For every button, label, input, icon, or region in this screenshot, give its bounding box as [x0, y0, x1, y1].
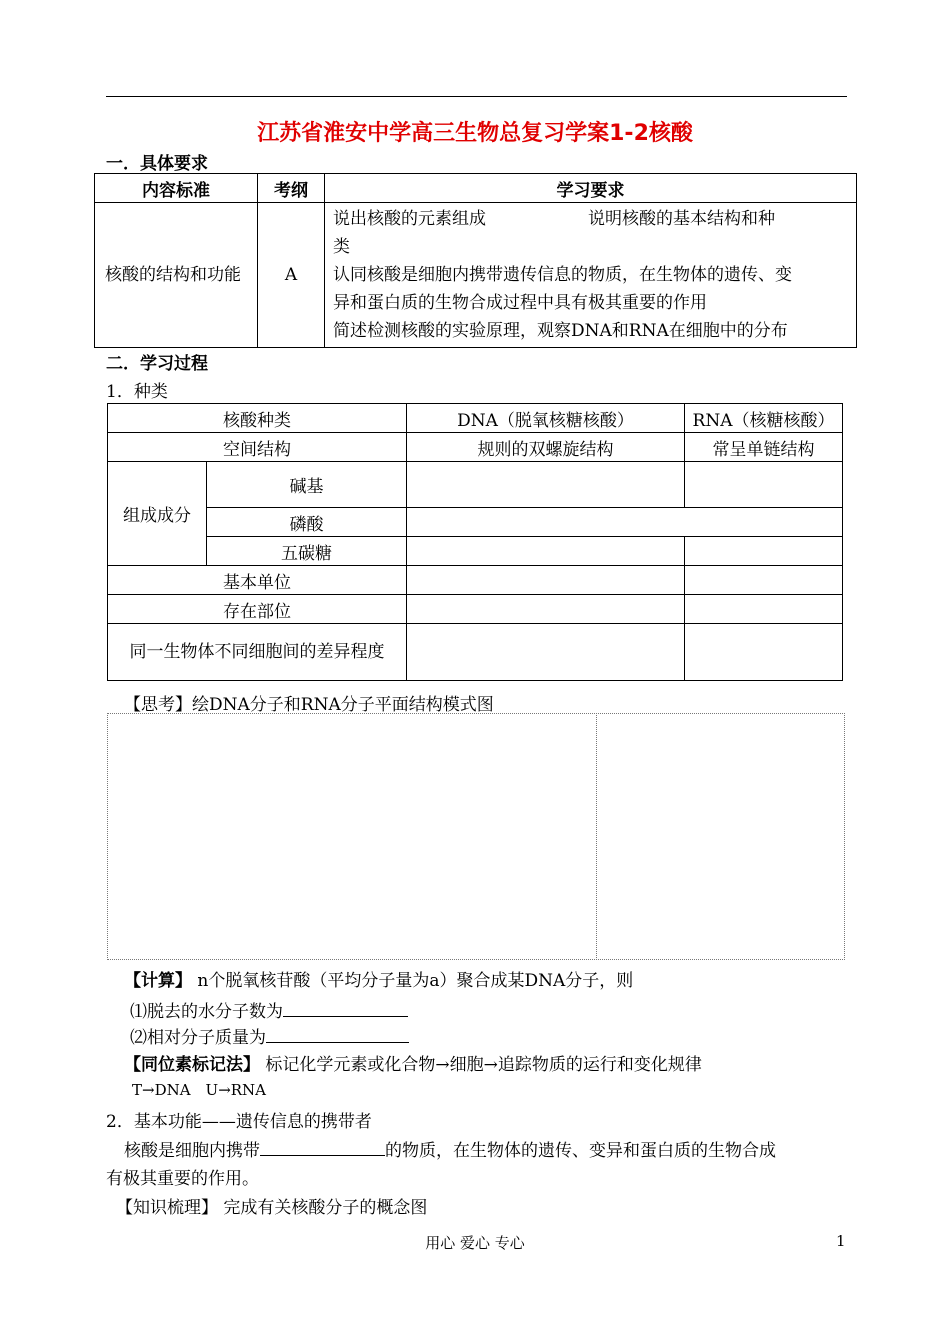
cell-rna-base[interactable] — [685, 462, 843, 508]
calc-q2: ⑵相对分子质量为 — [130, 1028, 266, 1048]
subheading-types: 1．种类 — [106, 382, 168, 402]
level-cell: A — [258, 203, 325, 348]
cell-composition-label: 组成成分 — [108, 462, 207, 566]
cell-sugar-label: 五碳糖 — [207, 537, 407, 566]
calc-q2-line — [130, 1023, 409, 1048]
page-title: 江苏省淮安中学高三生物总复习学案1-2核酸 — [257, 121, 693, 146]
header-rule — [106, 96, 847, 97]
cell-unit-label: 基本单位 — [108, 566, 407, 595]
cell-structure-label: 空间结构 — [108, 433, 407, 462]
isotope-examples: T→DNA U→RNA — [132, 1081, 267, 1099]
section-heading-1: 一．具体要求 — [106, 154, 208, 174]
calc-text: n个脱氧核苷酸（平均分子量为a）聚合成某DNA分子，则 — [192, 971, 634, 991]
isotope-line — [124, 1050, 702, 1075]
function-paragraph — [124, 1136, 776, 1161]
cell-rna-unit[interactable] — [685, 566, 843, 595]
calc-line — [124, 966, 633, 991]
req-line: 异和蛋白质的生物合成过程中具有极其重要的作用 — [333, 293, 707, 313]
cell-base-label: 碱基 — [207, 462, 407, 508]
knowledge-prompt: 【知识梳理】 完成有关核酸分子的概念图 — [116, 1198, 428, 1218]
blank-water-count[interactable] — [283, 1000, 408, 1017]
page-number: 1 — [836, 1232, 846, 1250]
cell-rna-sugar[interactable] — [685, 537, 843, 566]
cell-dna-sugar[interactable] — [407, 537, 685, 566]
section-heading-2: 二．学习过程 — [106, 354, 208, 374]
cell-rna-header: RNA（核糖核酸） — [685, 404, 843, 433]
req-line: 简述检测核酸的实验原理，观察DNA和RNA在细胞中的分布 — [333, 321, 788, 341]
req-line: 认同核酸是细胞内携带遗传信息的物质，在生物体的遗传、变 — [333, 265, 792, 285]
subheading-function: 2．基本功能——遗传信息的携带者 — [106, 1112, 372, 1132]
cell-type-header: 核酸种类 — [108, 404, 407, 433]
col-header-requirements: 学习要求 — [325, 174, 857, 203]
topic-cell: 核酸的结构和功能 — [95, 203, 258, 348]
drawing-divider — [596, 713, 597, 958]
cell-rna-structure: 常呈单链结构 — [685, 433, 843, 462]
cell-dna-header: DNA（脱氧核糖核酸） — [407, 404, 685, 433]
col-header-standard: 内容标准 — [95, 174, 258, 203]
cell-rna-difference[interactable] — [685, 624, 843, 681]
col-header-level: 考纲 — [258, 174, 325, 203]
calc-label: 【计算】 — [124, 971, 192, 991]
cell-dna-base[interactable] — [407, 462, 685, 508]
think-prompt: 【思考】绘DNA分子和RNA分子平面结构模式图 — [124, 695, 494, 715]
cell-phosphate-label: 磷酸 — [207, 508, 407, 537]
function-paragraph-end: 有极其重要的作用。 — [106, 1169, 259, 1189]
function-text-a: 核酸是细胞内携带 — [124, 1141, 260, 1161]
cell-dna-location[interactable] — [407, 595, 685, 624]
cell-phosphate[interactable] — [407, 508, 843, 537]
drawing-area[interactable] — [107, 713, 845, 960]
function-text-b: 的物质，在生物体的遗传、变异和蛋白质的生物合成 — [385, 1141, 776, 1161]
isotope-text: 标记化学元素或化合物→细胞→追踪物质的运行和变化规律 — [260, 1055, 702, 1075]
cell-dna-unit[interactable] — [407, 566, 685, 595]
calc-q1: ⑴脱去的水分子数为 — [130, 1002, 283, 1022]
isotope-label: 【同位素标记法】 — [124, 1055, 260, 1075]
blank-carrier[interactable] — [260, 1139, 385, 1156]
cell-rna-location[interactable] — [685, 595, 843, 624]
nucleic-acid-table — [107, 403, 843, 681]
blank-molecular-mass[interactable] — [266, 1026, 409, 1043]
cell-dna-structure: 规则的双螺旋结构 — [407, 433, 685, 462]
cell-location-label: 存在部位 — [108, 595, 407, 624]
requirements-table — [94, 173, 857, 348]
page-footer: 用心 爱心 专心 — [425, 1234, 525, 1252]
req-line: 类 — [333, 237, 350, 257]
calc-q1-line — [130, 997, 408, 1022]
cell-dna-difference[interactable] — [407, 624, 685, 681]
cell-difference-label: 同一生物体不同细胞间的差异程度 — [108, 624, 407, 681]
requirements-cell — [325, 203, 857, 348]
req-line: 说出核酸的元素组成 说明核酸的基本结构和种 — [333, 209, 775, 229]
